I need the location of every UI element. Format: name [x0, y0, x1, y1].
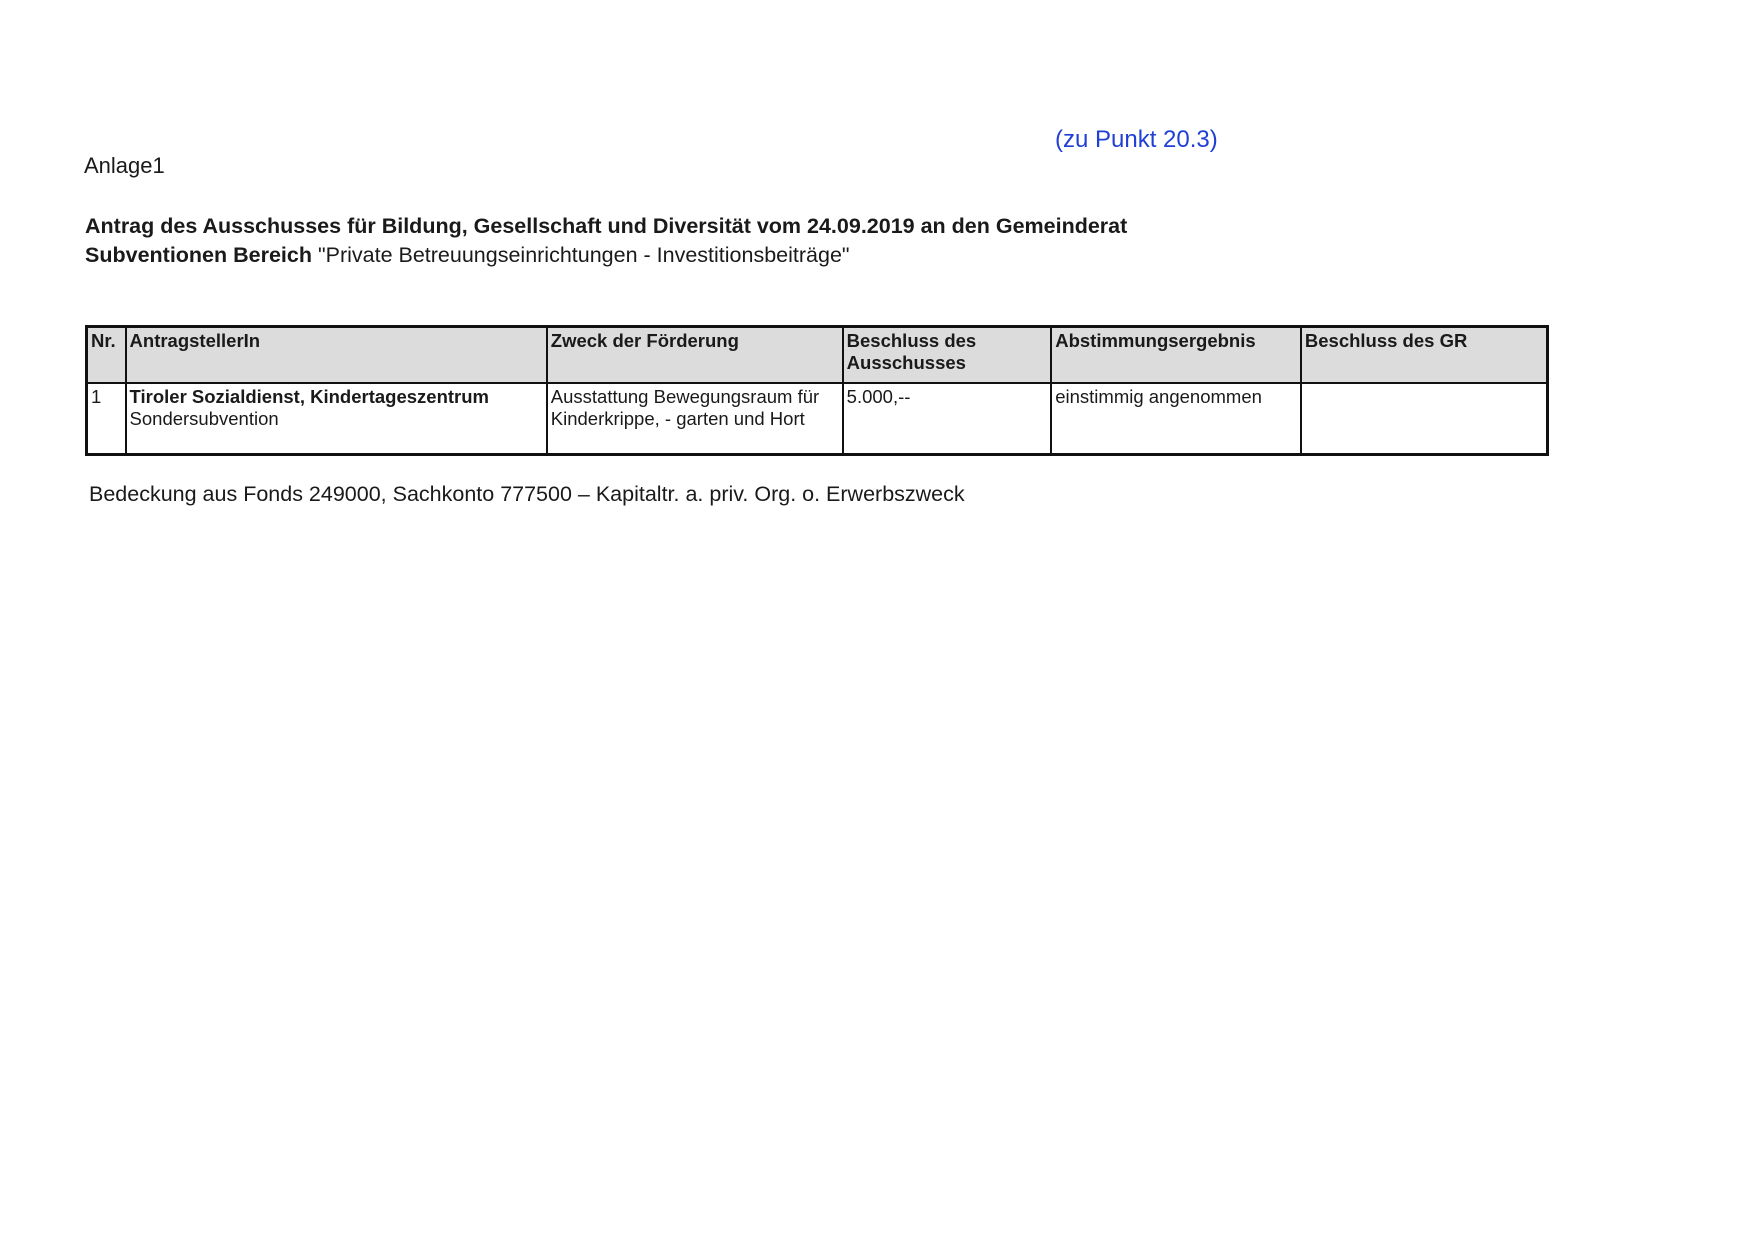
table-row [87, 383, 1548, 455]
applicant-note: Sondersubvention [129, 408, 279, 429]
header-applicant: AntragstellerIn [126, 327, 547, 384]
cell-committee-decision: 5.000,-- [843, 383, 1052, 455]
cell-vote-result: einstimmig angenommen [1051, 383, 1301, 455]
cell-purpose: Ausstattung Bewegungsraum für Kinderkrippe, - garten und Hort [547, 383, 843, 455]
attachment-label: Anlage1 [84, 153, 165, 178]
header-vote-result: Abstimmungsergebnis [1051, 327, 1301, 384]
heading-subsidy-area: Subventionen Bereich [85, 243, 312, 267]
heading-line-2 [85, 241, 1127, 270]
heading-line-1: Antrag des Ausschusses für Bildung, Gesellschaft und Diversität vom 24.09.2019 an den Gemeinderat [85, 214, 1128, 238]
header-council-decision: Beschluss des GR [1301, 327, 1548, 384]
header-nr: Nr. [87, 327, 126, 384]
cell-council-decision [1301, 383, 1548, 455]
reference-note: (zu Punkt 20.3) [1055, 126, 1218, 153]
cell-nr: 1 [87, 383, 126, 455]
subsidy-table-wrapper [85, 325, 1549, 456]
header-purpose: Zweck der Förderung [547, 327, 843, 384]
heading-subsidy-title: "Private Betreuungseinrichtungen - Investitionsbeiträge" [312, 243, 850, 267]
applicant-name: Tiroler Sozialdienst, Kindertageszentrum [129, 386, 489, 407]
funding-coverage-note: Bedeckung aus Fonds 249000, Sachkonto 777500 – Kapitaltr. a. priv. Org. o. Erwerbszweck [89, 482, 965, 506]
document-heading [85, 212, 1127, 270]
header-committee-decision: Beschluss des Ausschusses [843, 327, 1052, 384]
cell-applicant [126, 383, 547, 455]
subsidy-table [85, 325, 1549, 456]
table-header-row [87, 327, 1548, 384]
